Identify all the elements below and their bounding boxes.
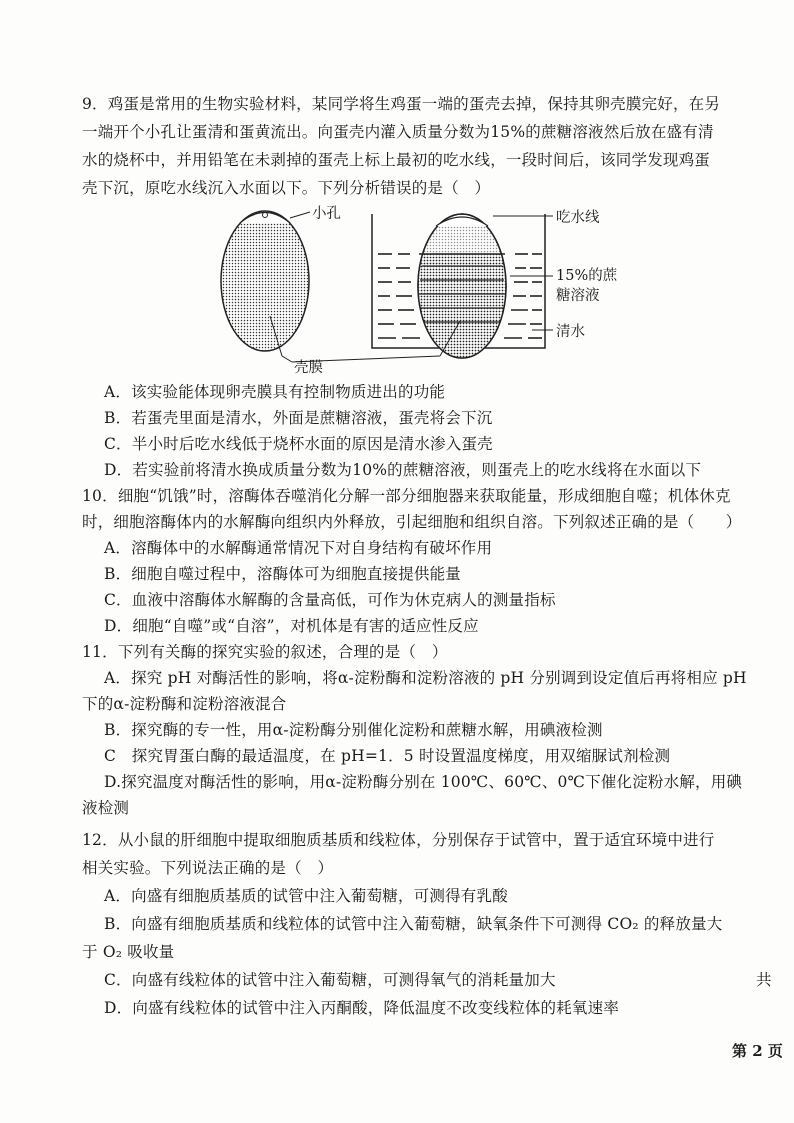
margin-note: 共 bbox=[756, 971, 772, 989]
egg-shell-left bbox=[221, 211, 309, 351]
q11-option-a-line-1: A．探究 pH 对酶活性的影响，将α-淀粉酶和淀粉溶液的 pH 分别调到设定值后再将相应 pH bbox=[104, 669, 747, 687]
q9-stem-line-4: 壳下沉，原吃水线沉入水面以下。下列分析错误的是（ ） bbox=[82, 179, 491, 197]
q11-option-c: C 探究胃蛋白酶的最适温度，在 pH=1．5 时设置温度梯度，用双缩脲试剂检测 bbox=[104, 747, 671, 765]
page-number: 第 2 页 bbox=[732, 1042, 783, 1060]
q10-option-c: C．血液中溶酶体水解酶的含量高低，可作为休克病人的测量指标 bbox=[104, 591, 556, 609]
q9-option-c: C．半小时后吃水线低于烧杯水面的原因是清水渗入蛋壳 bbox=[104, 435, 493, 453]
q11-option-a-line-2: 下的α-淀粉酶和淀粉溶液混合 bbox=[82, 695, 287, 713]
q11-option-b: B．探究酶的专一性，用α-淀粉酶分别催化淀粉和蔗糖水解，用碘液检测 bbox=[104, 721, 603, 739]
q9-stem-line-2: 一端开个小孔让蛋清和蛋黄流出。向蛋壳内灌入质量分数为15%的蔗糖溶液然后放在盛有清 bbox=[82, 123, 714, 141]
label-water: 清水 bbox=[556, 324, 585, 340]
egg-shell-in-beaker bbox=[415, 214, 509, 364]
q12-option-c: C．向盛有线粒体的试管中注入葡萄糖，可测得氧气的消耗量加大 bbox=[104, 971, 556, 989]
label-waterline: 吃水线 bbox=[556, 210, 600, 226]
q9-stem-line-3: 水的烧杯中，并用铅笔在未剥掉的蛋壳上标上最初的吃水线，一段时间后，该同学发现鸡蛋 bbox=[82, 151, 711, 169]
label-sucrose-1: 15%的蔗 bbox=[556, 268, 618, 284]
q12-stem-line-1: 12．从小鼠的肝细胞中提取细胞质基质和线粒体，分别保存于试管中，置于适宜环境中进行 bbox=[82, 831, 715, 849]
q12-option-d: D．向盛有线粒体的试管中注入丙酮酸，降低温度不改变线粒体的耗氧速率 bbox=[104, 999, 620, 1017]
q11-stem: 11．下列有关酶的探究实验的叙述，合理的是（ ） bbox=[82, 643, 448, 661]
q10-option-b: B．细胞自噬过程中，溶酶体可为细胞直接提供能量 bbox=[104, 565, 461, 583]
label-membrane: 壳膜 bbox=[294, 360, 323, 376]
q12-option-b-line-2: 于 O₂ 吸收量 bbox=[82, 943, 175, 961]
q10-option-d: D．细胞“自噬”或“自溶”，对机体是有害的适应性反应 bbox=[104, 617, 479, 635]
q10-stem-line-2: 时，细胞溶酶体内的水解酶向组织内外释放，引起细胞和组织自溶。下列叙述正确的是（ ） bbox=[82, 513, 742, 531]
label-hole: 小孔 bbox=[312, 206, 341, 222]
q9-option-d: D．若实验前将清水换成质量分数为10%的蔗糖溶液，则蛋壳上的吃水线将在水面以下 bbox=[104, 461, 702, 479]
q12-option-a: A．向盛有细胞质基质的试管中注入葡萄糖，可测得有乳酸 bbox=[104, 887, 508, 905]
label-sucrose-2: 糖溶液 bbox=[556, 288, 600, 304]
q10-option-a: A．溶酶体中的水解酶通常情况下对自身结构有破坏作用 bbox=[104, 539, 493, 557]
q11-option-d-line-2: 液检测 bbox=[82, 799, 130, 817]
q9-option-b: B．若蛋壳里面是清水，外面是蔗糖溶液，蛋壳将会下沉 bbox=[104, 409, 493, 427]
q9-stem-line-1: 9．鸡蛋是常用的生物实验材料，某同学将生鸡蛋一端的蛋壳去掉，保持其卵壳膜完好，在另 bbox=[82, 95, 721, 113]
q10-stem-line-1: 10．细胞“饥饿”时，溶酶体吞噬消化分解一部分细胞器来获取能量，形成细胞自噬；机体休克 bbox=[82, 487, 731, 505]
pointer-hole bbox=[290, 212, 310, 218]
q12-stem-line-2: 相关实验。下列说法正确的是（ ） bbox=[82, 859, 334, 877]
q12-option-b-line-1: B．向盛有细胞质基质和线粒体的试管中注入葡萄糖，缺氧条件下可测得 CO₂ 的释放量大 bbox=[104, 915, 723, 933]
q11-option-d-line-1: D.探究温度对酶活性的影响，用α-淀粉酶分别在 100℃、60℃、0℃下催化淀粉水解，用碘 bbox=[104, 773, 743, 791]
q9-option-a: A．该实验能体现卵壳膜具有控制物质进出的功能 bbox=[104, 383, 446, 401]
